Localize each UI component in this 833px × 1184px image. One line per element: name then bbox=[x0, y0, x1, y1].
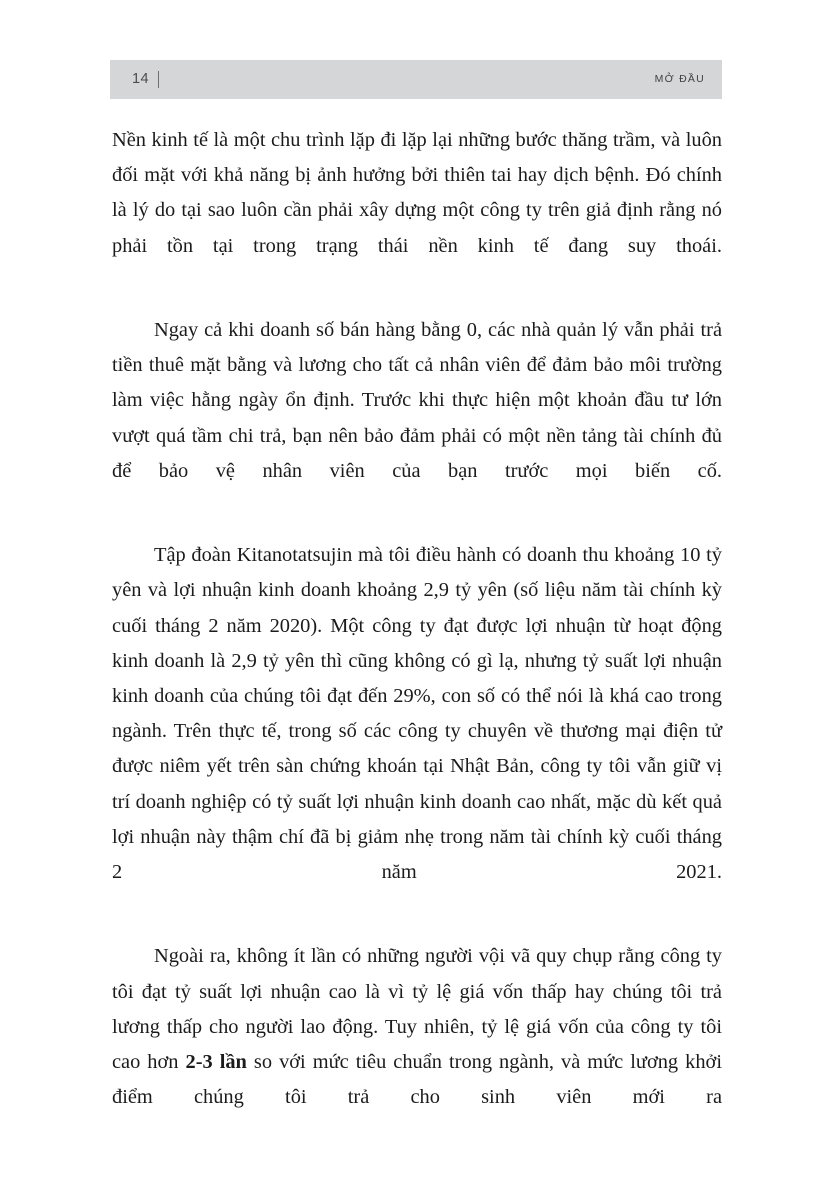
paragraph-3: Tập đoàn Kitanotatsujin mà tôi điều hành có doanh thu khoảng 10 tỷ yên và lợi nhuận kinh doanh khoảng 2,9 tỷ yên (số liệu năm tài chính kỳ cuối tháng 2 năm 2020). Một công ty đạt được lợi nhuận từ hoạt động kinh doanh là 2,9 tỷ yên thì cũng không có gì lạ, nhưng tỷ suất lợi nhuận kinh doanh của chúng tôi đạt đến 29%, con số có thể nói là khá cao trong ngành. Trên thực tế, trong số các công ty chuyên về thương mại điện tử được niêm yết trên sàn chứng khoán tại Nhật Bản, công ty tôi vẫn giữ vị trí doanh nghiệp có tỷ suất lợi nhuận kinh doanh cao nhất, mặc dù kết quả lợi nhuận này thậm chí đã bị giảm nhẹ trong năm tài chính kỳ cuối tháng 2 năm 2021. bbox=[112, 544, 722, 884]
paragraph-4-emphasis: 2-3 lần bbox=[185, 1051, 247, 1074]
paragraph-4-lead: Ngoài ra, không ít lần có những người vội vã quy chụp rằng công ty tôi đạt tỷ suất lợi nhuận cao là vì tỷ lệ giá vốn thấp hay chúng tôi trả lương thấp cho người lao động. Tuy nhiên, tỷ lệ giá vốn của công ty tôi cao hơn bbox=[112, 945, 722, 1074]
folio-separator-icon bbox=[158, 71, 159, 88]
page-number: 14 bbox=[132, 71, 149, 88]
paragraph-4-tail: so với mức tiêu chuẩn trong ngành, và mức lương khởi điểm chúng tôi trả cho sinh viên mới ra bbox=[112, 1051, 722, 1109]
body-text-column bbox=[112, 123, 722, 1151]
paragraph-2: Ngay cả khi doanh số bán hàng bằng 0, các nhà quản lý vẫn phải trả tiền thuê mặt bằng và lương cho tất cả nhân viên để đảm bảo môi trường làm việc hằng ngày ổn định. Trước khi thực hiện một khoản đầu tư lớn vượt quá tầm chi trả, bạn nên bảo đảm phải có một nền tảng tài chính đủ để bảo vệ nhân viên của bạn trước mọi biến cố. bbox=[112, 319, 722, 482]
paragraph-4 bbox=[112, 939, 722, 1150]
folio-group bbox=[132, 71, 159, 88]
section-title: MỞ ĐẦU bbox=[654, 73, 705, 86]
running-header bbox=[110, 60, 722, 99]
paragraph-1: Nền kinh tế là một chu trình lặp đi lặp lại những bước thăng trầm, và luôn đối mặt với khả năng bị ảnh hưởng bởi thiên tai hay dịch bệnh. Đó chính là lý do tại sao luôn cần phải xây dựng một công ty trên giả định rằng nó phải tồn tại trong trạng thái nền kinh tế đang suy thoái. bbox=[112, 129, 722, 257]
